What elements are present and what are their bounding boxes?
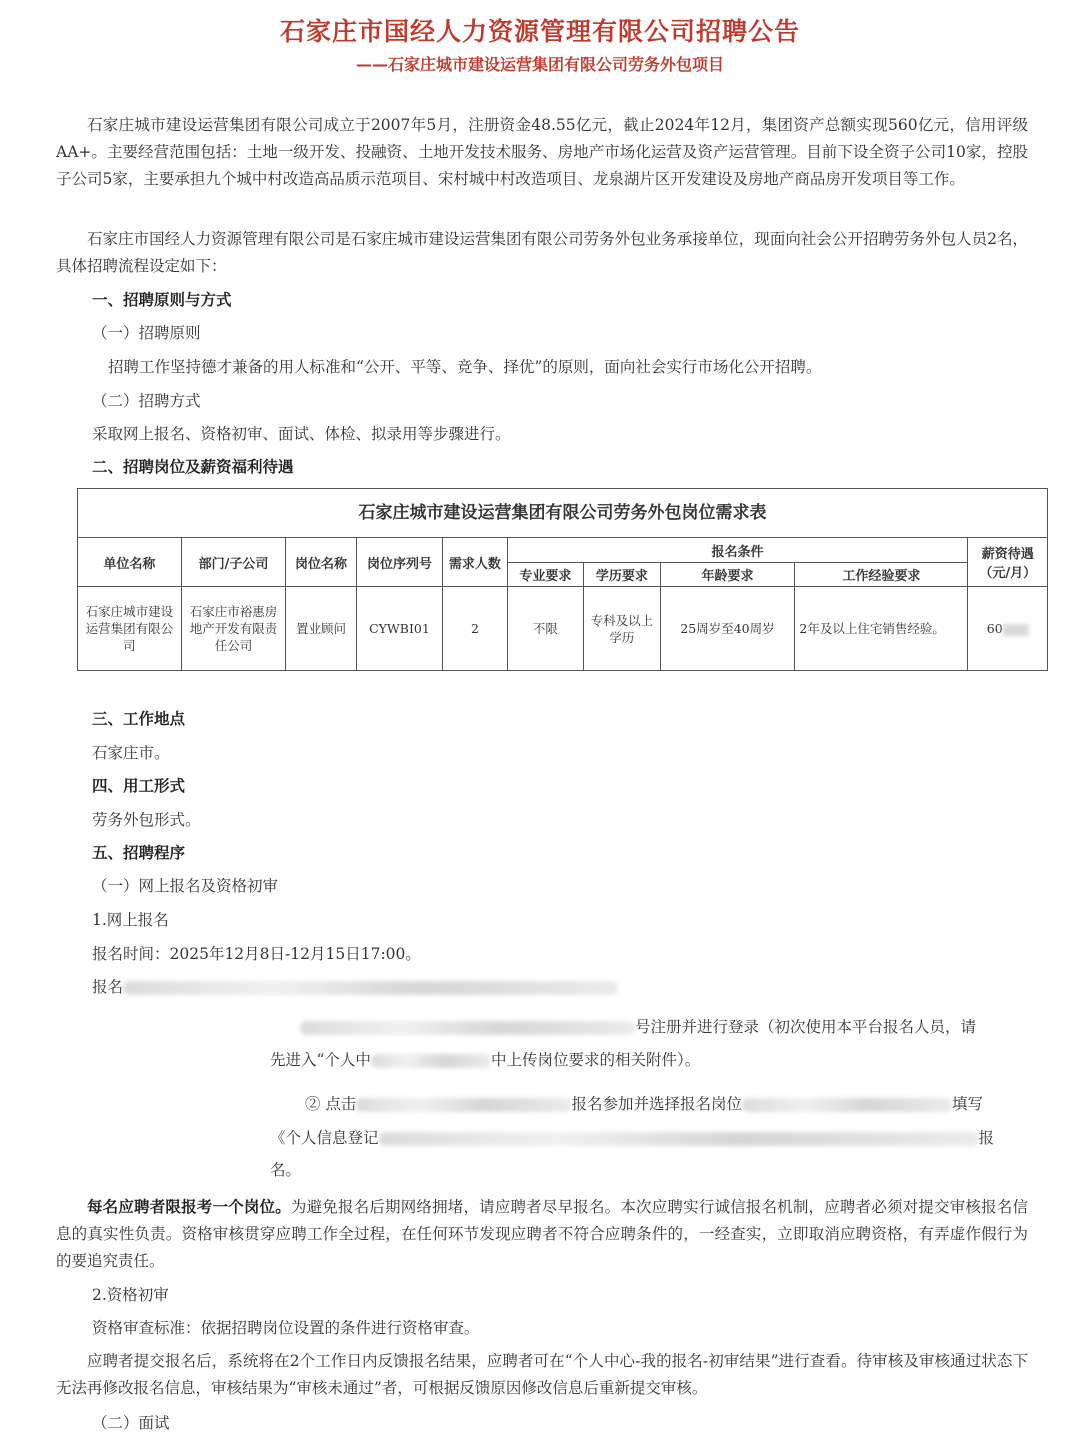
- step1-line2: [270, 1048, 700, 1072]
- redacted-area: [1003, 624, 1029, 636]
- intro-paragraph-1: 石家庄城市建设运营集团有限公司成立于2007年5月，注册资金48.55亿元，截止2024年12月，集团资产总额实现560亿元，信用评级AA+。主要经营范围包括：土地一级开发、投融资、土地开发技术服务、房地产市场化运营及资产运营管理。目前下设全资子公司10家，控股子公司5家，主要承担九个城中村改造高品质示范项目、宋村城中村改造项目、龙泉湖片区开发建设及房地产商品房开发项目等工作。: [56, 116, 1028, 188]
- header-education: 学历要求: [584, 563, 660, 587]
- section5-item1: 1.网上报名: [92, 911, 169, 929]
- notice-paragraph: [56, 1193, 1028, 1275]
- section5-item2: 2.资格初审: [92, 1286, 169, 1304]
- cell-experience: 2年及以上住宅销售经验。: [795, 587, 968, 671]
- notice-bold: 每名应聘者限报考一个岗位。: [87, 1197, 291, 1216]
- section5-sub1: （一）网上报名及资格初审: [92, 877, 279, 895]
- cell-position: 置业顾问: [286, 587, 356, 671]
- redacted-area: [742, 1098, 952, 1112]
- cell-education: 专科及以上学历: [584, 587, 660, 671]
- cell-age: 25周岁至40周岁: [660, 587, 795, 671]
- step1-line1: [300, 1015, 976, 1039]
- section3-heading: 三、工作地点: [92, 709, 186, 728]
- page-subtitle: ——石家庄城市建设运营集团有限公司劳务外包项目: [355, 55, 724, 74]
- redacted-area: [123, 981, 618, 995]
- step2-a: ② 点击: [305, 1095, 357, 1113]
- header-count: 需求人数: [443, 538, 507, 587]
- section1-sub2-text: 采取网上报名、资格初审、面试、体检、拟录用等步骤进行。: [92, 425, 511, 443]
- job-requirement-table: [77, 488, 1048, 671]
- step2-line2-a: 《个人信息登记: [270, 1129, 379, 1147]
- registration-site-prefix: 报名: [92, 978, 124, 996]
- redacted-area: [300, 1021, 635, 1035]
- section2-heading: 二、招聘岗位及薪资福利待遇: [92, 457, 294, 476]
- step1-tail: 号注册并进行登录（初次使用本平台报名人员，请: [635, 1018, 977, 1036]
- section1-sub1: （一）招聘原则: [92, 324, 201, 342]
- page-title: 石家庄市国经人力资源管理有限公司招聘公告: [279, 17, 800, 46]
- notice-text: 为避免报名后期网络拥堵，请应聘者尽早报名。本次应聘实行诚信报名机制，应聘者必须对提交审核报名信息的真实性负责。资格审核贯穿应聘工作全过程，在任何环节发现应聘者不符合应聘条件的，一经查实，立即取消应聘资格，有弄虚作假行为的要追究责任。: [56, 1198, 1028, 1270]
- registration-time: 报名时间：2025年12月8日-12月15日17:00。: [92, 945, 421, 963]
- intro-paragraph-2: 石家庄市国经人力资源管理有限公司是石家庄城市建设运营集团有限公司劳务外包业务承接单位，现面向社会公开招聘劳务外包人员2名，具体招聘流程设定如下：: [56, 230, 1028, 275]
- section5-sub2: （二）面试: [92, 1414, 170, 1432]
- section5-heading: 五、招聘程序: [92, 843, 186, 862]
- registration-site-line: [92, 975, 618, 999]
- step1-line2-b: 中上传岗位要求的相关附件）。: [490, 1051, 701, 1069]
- step1-line2-a: 先进入“个人中: [270, 1051, 371, 1069]
- step2-c: 填写: [951, 1095, 983, 1113]
- cell-major: 不限: [507, 587, 583, 671]
- header-experience: 工作经验要求: [795, 563, 968, 587]
- step2-line3: 名。: [270, 1161, 302, 1179]
- result-paragraph: 应聘者提交报名后，系统将在2个工作日内反馈报名结果，应聘者可在“个人中心-我的报名-初审结果”进行查看。待审核及审核通过状态下无法再修改报名信息，审核结果为“审核未通过”者，可根据反馈原因修改信息后重新提交审核。: [56, 1352, 1028, 1397]
- redacted-area: [371, 1054, 491, 1068]
- header-conditions: 报名条件: [507, 538, 968, 563]
- step2-line2: [270, 1126, 994, 1150]
- step2-line1: [305, 1092, 983, 1116]
- section1-sub1-text: 招聘工作坚持德才兼备的用人标准和“公开、平等、竞争、择优”的原则，面向社会实行市场化公开招聘。: [108, 358, 822, 376]
- section4-heading: 四、用工形式: [92, 776, 186, 795]
- section4-text: 劳务外包形式。: [92, 811, 201, 829]
- cell-unit: 石家庄城市建设运营集团有限公司: [78, 587, 182, 671]
- header-unit: 单位名称: [78, 538, 182, 587]
- redacted-area: [379, 1132, 979, 1146]
- header-major: 专业要求: [507, 563, 583, 587]
- section1-sub2: （二）招聘方式: [92, 392, 201, 410]
- redacted-area: [356, 1098, 571, 1112]
- section1-heading: 一、招聘原则与方式: [92, 290, 232, 309]
- cell-code: CYWBI01: [356, 587, 443, 671]
- step2-b: 报名参加并选择报名岗位: [571, 1095, 742, 1113]
- header-dept: 部门/子公司: [181, 538, 286, 587]
- table-row: [78, 587, 1048, 671]
- salary-value: 60: [986, 621, 1003, 636]
- cell-count: 2: [443, 587, 507, 671]
- table-caption: 石家庄城市建设运营集团有限公司劳务外包岗位需求表: [78, 489, 1048, 538]
- qualification-standard: 资格审查标准：依据招聘岗位设置的条件进行资格审查。: [92, 1319, 480, 1337]
- header-code: 岗位序列号: [356, 538, 443, 587]
- cell-dept: 石家庄市裕惠房地产开发有限责任公司: [181, 587, 286, 671]
- cell-salary: [968, 587, 1048, 671]
- header-age: 年龄要求: [660, 563, 795, 587]
- step2-line2-b: 报: [978, 1129, 995, 1147]
- header-position: 岗位名称: [286, 538, 356, 587]
- header-salary: 薪资待遇（元/月）: [968, 538, 1048, 587]
- section3-text: 石家庄市。: [92, 744, 170, 762]
